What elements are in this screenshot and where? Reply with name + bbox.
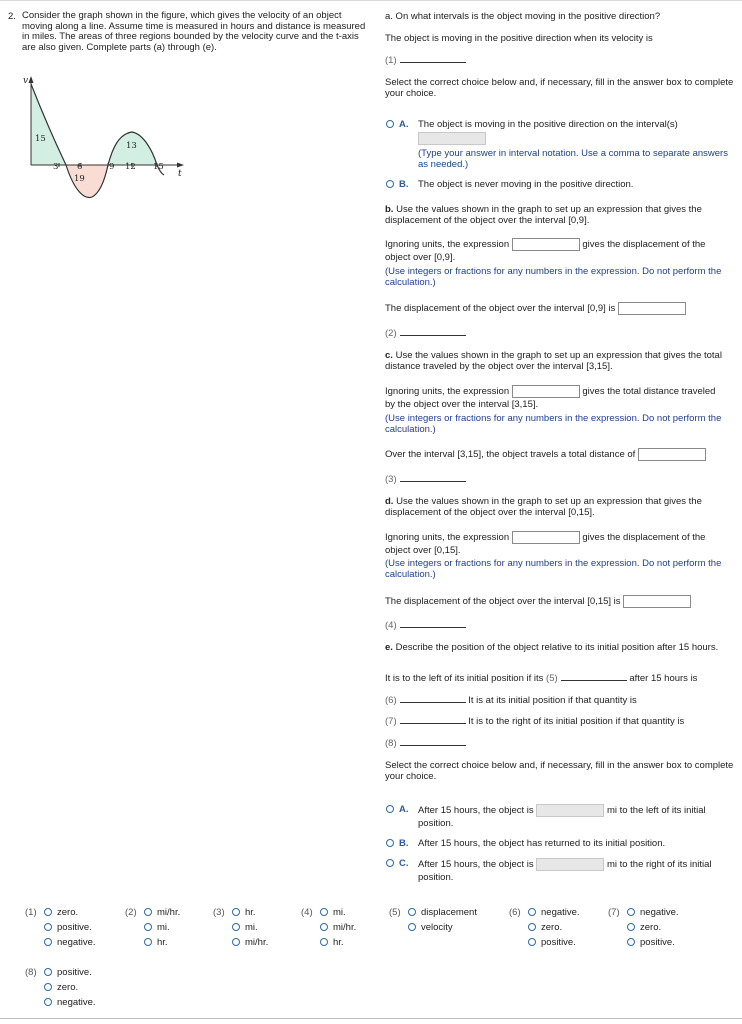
part-a-question: a. On what intervals is the object moving in the positive direction? (385, 11, 661, 22)
part-e-option-b-text: After 15 hours, the object has returned to its initial position. (418, 838, 666, 849)
part-a-interval-input[interactable] (418, 132, 486, 145)
choice-7-negative[interactable]: negative. (627, 905, 679, 920)
part-e-option-c-text: After 15 hours, the object is mi to the right of its initial position. (418, 859, 712, 884)
area-label-19: 19 (74, 174, 85, 184)
velocity-graph (22, 72, 192, 207)
choice-3-mi-per-hr[interactable]: mi/hr. (232, 935, 268, 950)
part-e-option-c-radio[interactable]: C. (386, 858, 409, 869)
answer-blank-3[interactable]: (3) (385, 474, 737, 485)
answer-blank-5[interactable]: (5) (546, 673, 627, 684)
bottom-divider (0, 1018, 742, 1019)
part-c-expression-row: Ignoring units, the expression gives the total distance traveled by the object over the interval [3,15]. (385, 386, 716, 411)
part-b-result-row: The displacement of the object over the interval [0,9] is (385, 302, 737, 315)
choice-2-mi-per-hr[interactable]: mi/hr. (144, 905, 180, 920)
part-b-expression-row: Ignoring units, the expression gives the displacement of the object over [0,9]. (385, 239, 706, 264)
choice-6-zero[interactable]: zero. (528, 920, 580, 935)
part-c-question: c. Use the values shown in the graph to set up an expression that gives the total distance traveled by the object over the interval [3,15]. (385, 350, 722, 372)
part-c-result-input[interactable] (638, 448, 706, 461)
choice-5-velocity[interactable]: velocity (408, 920, 477, 935)
area-label-13: 13 (126, 141, 137, 151)
part-c-expression-input[interactable] (512, 385, 580, 398)
part-c-hint: (Use integers or fractions for any numbers in the expression. Do not perform the calculation.) (385, 413, 722, 435)
choice-4-mi[interactable]: mi. (320, 905, 356, 920)
choice-6-negative[interactable]: negative. (528, 905, 580, 920)
part-b-question: b. Use the values shown in the graph to set up an expression that gives the displacement of the object over the interval [0,9]. (385, 204, 702, 226)
v-axis-arrow (29, 76, 34, 83)
answer-blank-7[interactable]: (7) (385, 716, 466, 727)
part-d-hint: (Use integers or fractions for any numbers in the expression. Do not perform the calculation.) (385, 558, 722, 580)
choice-2-hr[interactable]: hr. (144, 935, 180, 950)
tick-label-3: 3 (53, 162, 59, 172)
part-d-expression-row: Ignoring units, the expression gives the displacement of the object over [0,15]. (385, 532, 706, 557)
part-e-option-b-radio[interactable]: B. (386, 838, 409, 849)
part-d-question: d. Use the values shown in the graph to set up an expression that gives the displacement of the object over the interval [0,15]. (385, 496, 702, 518)
part-a-option-b-text: The object is never moving in the positive direction. (418, 179, 634, 190)
choice-5-displacement[interactable]: displacement (408, 905, 477, 920)
choice-1-zero[interactable]: zero. (44, 905, 96, 920)
answer-blank-8[interactable]: (8) (385, 738, 737, 749)
problem-statement: Consider the graph shown in the figure, which gives the velocity of an object moving along a line. Assume time is measured in hours and distance is measured in miles. The areas of three regions bounded by the velocity curve and the t-axis are also given. Complete parts (a) through (e). (22, 10, 366, 53)
t-axis-arrow (177, 163, 184, 168)
part-a-option-a-hint: (Type your answer in interval notation. Use a comma to separate answers as needed.) (418, 148, 728, 170)
top-divider (0, 0, 742, 1)
choice-4-mi-per-hr[interactable]: mi/hr. (320, 920, 356, 935)
part-b-hint: (Use integers or fractions for any numbers in the expression. Do not perform the calculation.) (385, 266, 722, 288)
choice-8-negative[interactable]: negative. (44, 995, 96, 1010)
part-e-right-miles-input[interactable] (536, 858, 604, 871)
choice-3-mi[interactable]: mi. (232, 920, 268, 935)
part-a-instruction: Select the correct choice below and, if necessary, fill in the answer box to complete your choice. (385, 77, 734, 99)
choice-3-hr[interactable]: hr. (232, 905, 268, 920)
answer-blank-6[interactable]: (6) (385, 695, 466, 706)
tick-label-12: 12 (125, 162, 136, 172)
part-e-right-row: (7) It is to the right of its initial position if that quantity is (385, 716, 685, 727)
part-d-expression-input[interactable] (512, 531, 580, 544)
choice-1-negative[interactable]: negative. (44, 935, 96, 950)
part-a-option-b-radio[interactable]: B. (386, 179, 409, 190)
part-e-left-miles-input[interactable] (536, 804, 604, 817)
tick-label-15: 15 (153, 162, 164, 172)
answer-blank-4[interactable]: (4) (385, 620, 737, 631)
answer-blank-2[interactable]: (2) (385, 328, 737, 339)
part-e-at-row: (6) It is at its initial position if that quantity is (385, 695, 637, 706)
part-b-expression-input[interactable] (512, 238, 580, 251)
choice-7-zero[interactable]: zero. (627, 920, 679, 935)
part-c-result-row: Over the interval [3,15], the object travels a total distance of (385, 448, 737, 461)
question-number: 2. (8, 11, 16, 22)
area-label-15: 15 (35, 134, 46, 144)
part-e-option-a-radio[interactable]: A. (386, 804, 409, 815)
answer-blank-1[interactable]: (1) (385, 55, 737, 66)
choice-1-positive[interactable]: positive. (44, 920, 96, 935)
part-e-instruction: Select the correct choice below and, if necessary, fill in the answer box to complete your choice. (385, 760, 734, 782)
tick-label-6: 6 (77, 162, 83, 172)
part-d-result-row: The displacement of the object over the interval [0,15] is (385, 595, 737, 608)
choice-2-mi[interactable]: mi. (144, 920, 180, 935)
part-e-question: e. Describe the position of the object relative to its initial position after 15 hours. (385, 642, 719, 653)
choice-6-positive[interactable]: positive. (528, 935, 580, 950)
part-e-left-row: It is to the left of its initial position if its (5) after 15 hours is (385, 673, 698, 684)
t-axis-label: t (178, 169, 182, 179)
part-a-option-a-radio[interactable]: A. (386, 119, 409, 130)
part-a-option-a-text: The object is moving in the positive direction on the interval(s) (418, 119, 678, 130)
part-a-statement: The object is moving in the positive direction when its velocity is (385, 33, 653, 44)
v-axis-label: v (23, 76, 29, 86)
choice-8-zero[interactable]: zero. (44, 980, 96, 995)
tick-label-9: 9 (109, 162, 115, 172)
choice-4-hr[interactable]: hr. (320, 935, 356, 950)
choice-7-positive[interactable]: positive. (627, 935, 679, 950)
choice-8-positive[interactable]: positive. (44, 965, 96, 980)
part-b-result-input[interactable] (618, 302, 686, 315)
part-d-result-input[interactable] (623, 595, 691, 608)
part-e-option-a-text: After 15 hours, the object is mi to the left of its initial position. (418, 805, 706, 830)
